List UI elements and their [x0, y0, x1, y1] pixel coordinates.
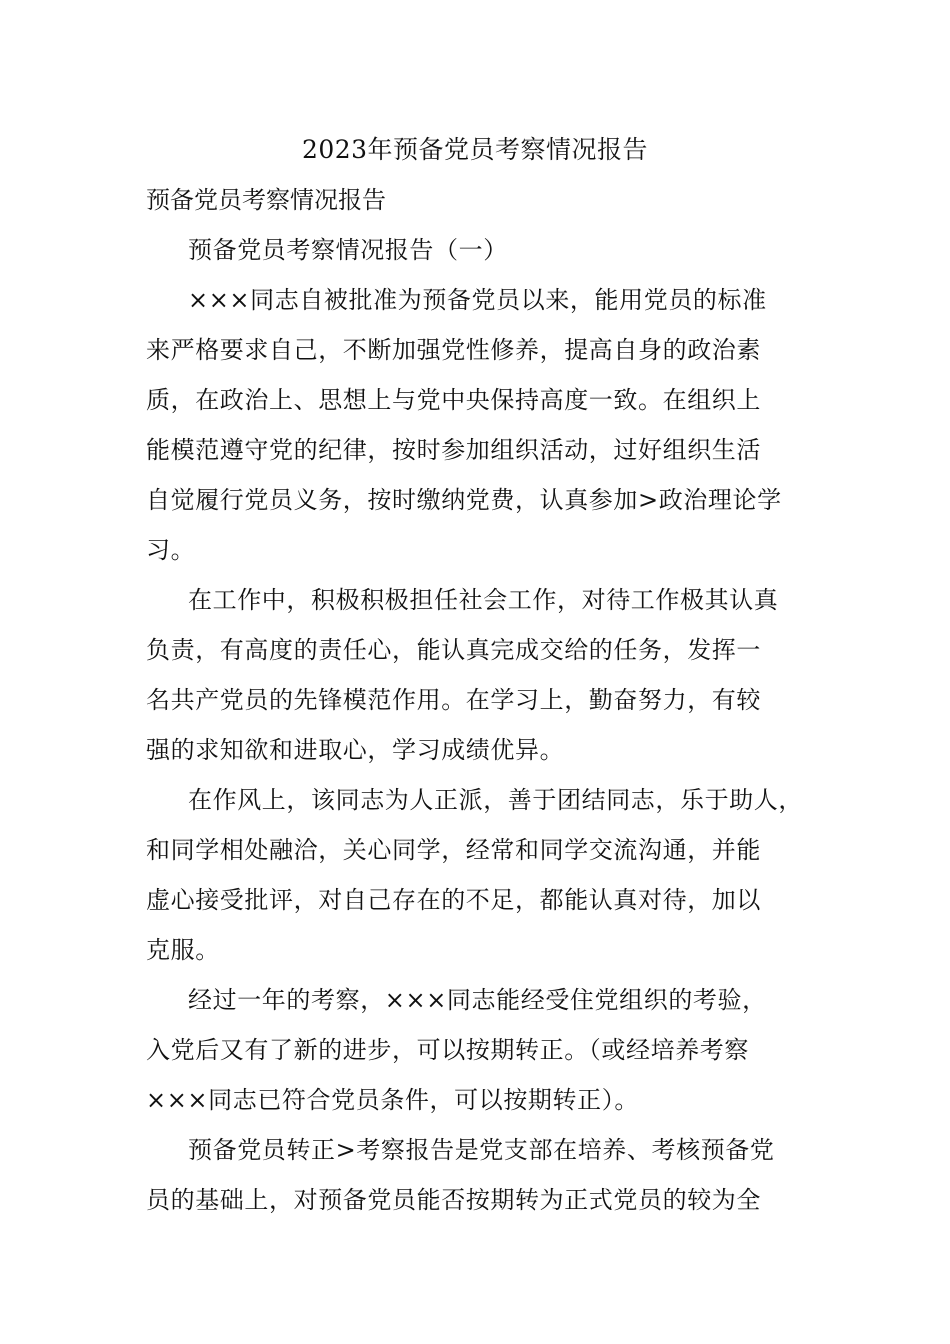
paragraph-line: 名共产党员的先锋模范作用。在学习上，勤奋努力，有较: [146, 686, 761, 714]
paragraph-line: 经过一年的考察，×××同志能经受住党组织的考验，: [188, 986, 767, 1014]
section-heading: 预备党员考察情况报告（一）: [188, 236, 508, 264]
paragraph-line: 虚心接受批评，对自己存在的不足，都能认真对待，加以: [146, 886, 761, 914]
paragraph-line: 负责，有高度的责任心，能认真完成交给的任务，发挥一: [146, 636, 761, 664]
paragraph-line: 入党后又有了新的进步，可以按期转正。（或经培养考察: [146, 1036, 749, 1064]
paragraph-line: 员的基础上，对预备党员能否按期转为正式党员的较为全: [146, 1186, 761, 1214]
paragraph-line: 预备党员转正>考察报告是党支部在培养、考核预备党: [188, 1136, 775, 1164]
paragraph-line: 来严格要求自己，不断加强党性修养，提高自身的政治素: [146, 336, 761, 364]
paragraph-line: 强的求知欲和进取心，学习成绩优异。: [146, 736, 565, 764]
paragraph-line: 习。: [146, 536, 196, 564]
paragraph-line: 在工作中，积极积极担任社会工作，对待工作极其认真: [188, 586, 779, 614]
document-title: 2023年预备党员考察情况报告: [301, 135, 649, 164]
paragraph-line: 质，在政治上、思想上与党中央保持高度一致。在组织上: [146, 386, 761, 414]
paragraph-line: 自觉履行党员义务，按时缴纳党费，认真参加>政治理论学: [146, 486, 782, 514]
paragraph-line: ×××同志自被批准为预备党员以来，能用党员的标准: [188, 286, 767, 314]
document-body: [146, 232, 818, 1232]
paragraph-line: 能模范遵守党的纪律，按时参加组织活动，过好组织生活: [146, 436, 761, 464]
paragraph-line: ×××同志已符合党员条件，可以按期转正）。: [146, 1086, 639, 1114]
paragraph-line: 克服。: [146, 936, 220, 964]
document-subtitle: 预备党员考察情况报告: [146, 186, 386, 214]
paragraph-line: 在作风上，该同志为人正派，善于团结同志，乐于助人，: [188, 786, 803, 814]
paragraph-line: 和同学相处融洽，关心同学，经常和同学交流沟通，并能: [146, 836, 761, 864]
